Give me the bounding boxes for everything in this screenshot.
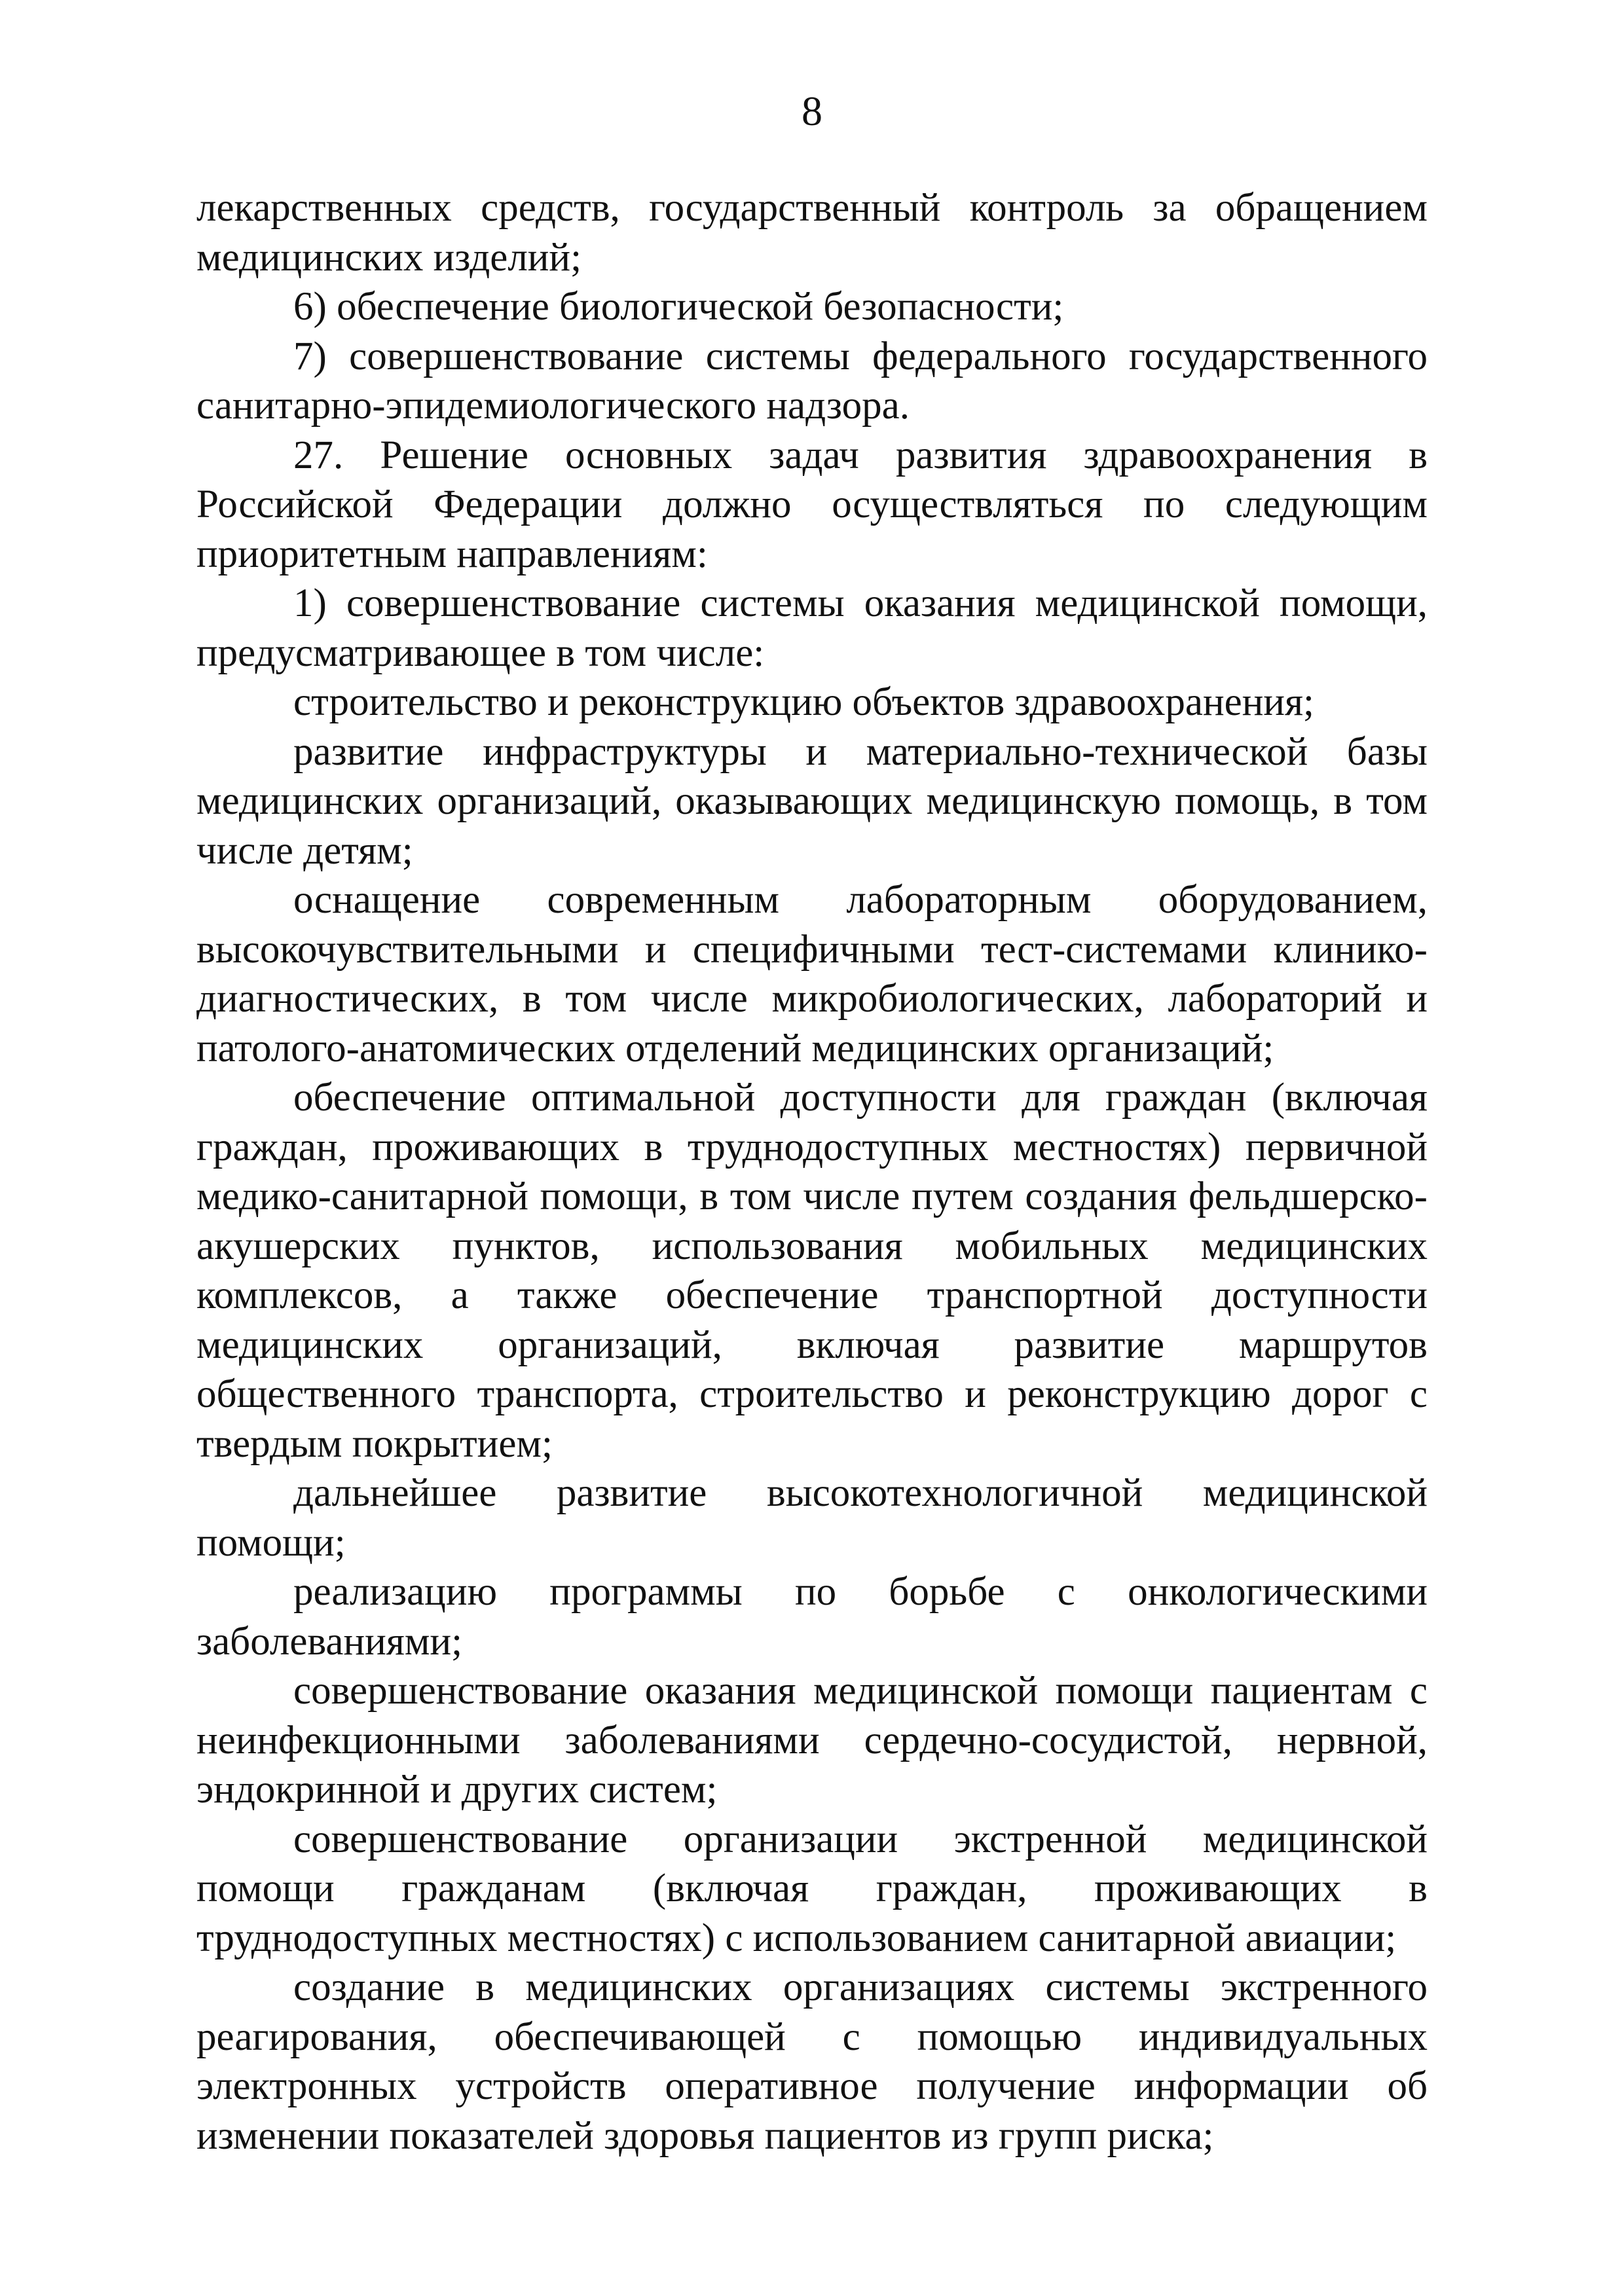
sub-item-noncommunicable-diseases: совершенствование оказания медицинской помощи пациентам с неинфекционными заболеваниями сердечно-сосудистой, нервной, эндокринной и других систем;: [196, 1669, 1428, 1812]
sub-item-primary-care-access: обеспечение оптимальной доступности для граждан (включая граждан, проживающих в труднодоступных местностях) первичной медико-санитарной помощи, в том числе путем создания фельдшерско-акушерских пунктов, использования мобильных медицинских комплексов, а также обеспечение транспортной доступности медицинских организаций, включая развитие маршрутов общественного транспорта, строительство и реконструкцию дорог с твердым покрытием;: [196, 1076, 1428, 1466]
list-item-1: 1) совершенствование системы оказания медицинской помощи, предусматривающее в том числе:: [196, 581, 1428, 675]
list-item-7: 7) совершенствование системы федерального государственного санитарно-эпидемиологического надзора.: [196, 334, 1428, 428]
sub-item-construction: строительство и реконструкцию объектов здравоохранения;: [293, 680, 1314, 724]
list-item-6: 6) обеспечение биологической безопасности;: [293, 285, 1064, 329]
sub-item-emergency-aviation: совершенствование организации экстренной медицинской помощи гражданам (включая граждан, проживающих в труднодоступных местностях) с использованием санитарной авиации;: [196, 1817, 1428, 1960]
sub-item-oncology-program: реализацию программы по борьбе с онкологическими заболеваниями;: [196, 1570, 1428, 1664]
sub-item-high-tech-care: дальнейшее развитие высокотехнологичной медицинской помощи;: [196, 1471, 1428, 1565]
document-body: [196, 183, 1428, 2160]
paragraph-continuation: лекарственных средств, государственный контроль за обращением медицинских изделий;: [196, 186, 1428, 280]
sub-item-lab-equipment: оснащение современным лабораторным оборудованием, высокочувствительными и специфичными тест-системами клинико-диагностических, в том числе микробиологических, лабораторий и патолого-анатомических отделений медицинских организаций;: [196, 878, 1428, 1070]
sub-item-emergency-response: создание в медицинских организациях системы экстренного реагирования, обеспечивающей с помощью индивидуальных электронных устройств оперативное получение информации об изменении показателей здоровья пациентов из групп риска;: [196, 1965, 1428, 2158]
page-number: 8: [802, 88, 822, 134]
sub-item-infrastructure: развитие инфраструктуры и материально-технической базы медицинских организаций, оказывающих медицинскую помощь, в том числе детям;: [196, 729, 1428, 873]
clause-27: 27. Решение основных задач развития здравоохранения в Российской Федерации должно осуществляться по следующим приоритетным направлениям:: [196, 433, 1428, 576]
